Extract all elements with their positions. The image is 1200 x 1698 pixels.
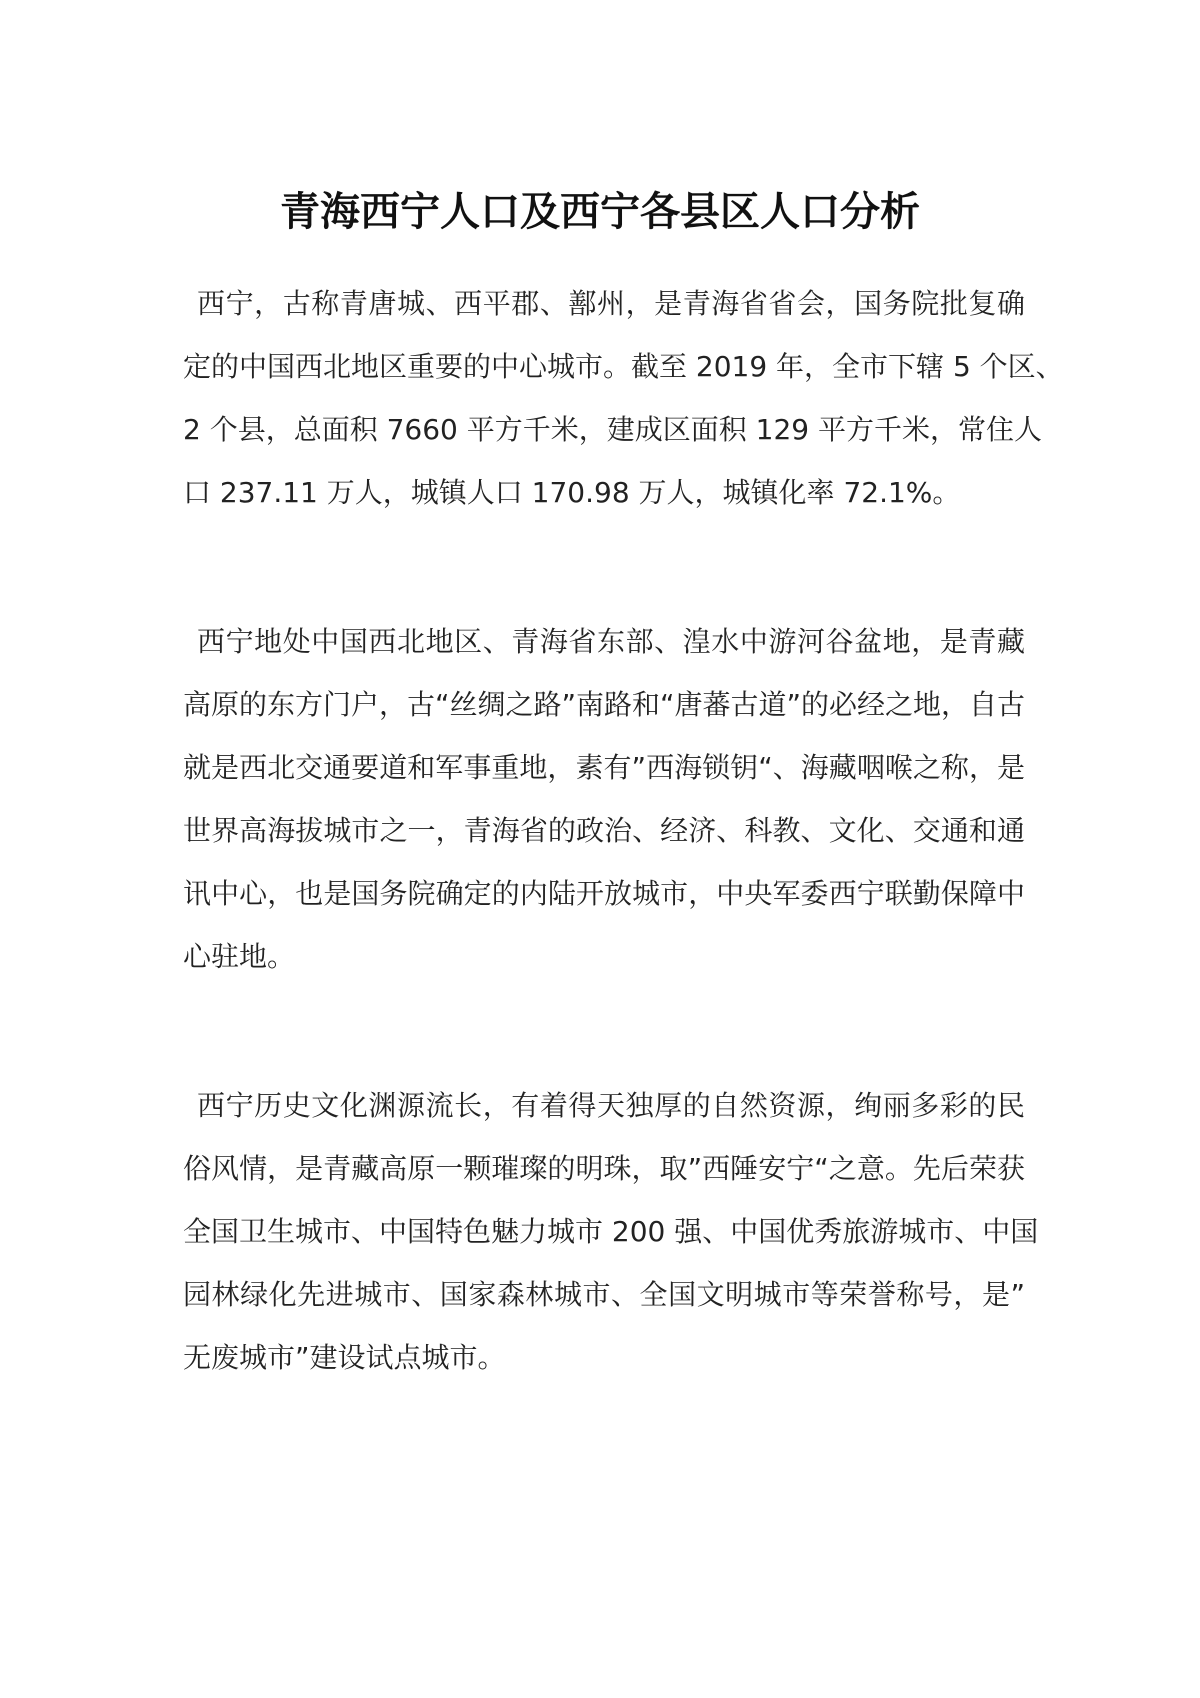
text-line: 讯中心，也是国务院确定的内陆开放城市，中央军委西宁联勤保障中 <box>183 877 1025 910</box>
text-line: 西宁历史文化渊源流长，有着得天独厚的自然资源，绚丽多彩的民 <box>197 1089 1025 1122</box>
text-line: 西宁地处中国西北地区、青海省东部、湟水中游河谷盆地，是青藏 <box>197 625 1025 658</box>
text-line: 口 237.11 万人，城镇人口 170.98 万人，城镇化率 72.1%。 <box>183 476 961 509</box>
paragraph-overview <box>183 272 1064 524</box>
text-line: 2 个县，总面积 7660 平方千米，建成区面积 129 平方千米，常住人 <box>183 413 1043 446</box>
text-line: 心驻地。 <box>183 940 296 973</box>
text-line: 无废城市”建设试点城市。 <box>183 1341 506 1374</box>
text-line: 就是西北交通要道和军事重地，素有”西海锁钥“、海藏咽喉之称，是 <box>183 751 1025 784</box>
document-title: 青海西宁人口及西宁各县区人口分析 <box>280 189 920 235</box>
paragraph-geography <box>183 610 1025 988</box>
text-line: 世界高海拔城市之一，青海省的政治、经济、科教、文化、交通和通 <box>183 814 1025 847</box>
text-line: 全国卫生城市、中国特色魅力城市 200 强、中国优秀旅游城市、中国 <box>183 1215 1039 1248</box>
text-line: 园林绿化先进城市、国家森林城市、全国文明城市等荣誉称号，是” <box>183 1278 1025 1311</box>
paragraph-history <box>183 1074 1039 1389</box>
text-line: 高原的东方门户，古“丝绸之路”南路和“唐蕃古道”的必经之地，自古 <box>183 688 1026 721</box>
text-line: 俗风情，是青藏高原一颗璀璨的明珠，取”西陲安宁“之意。先后荣获 <box>183 1152 1025 1185</box>
document-body <box>183 272 1064 1475</box>
text-line: 西宁，古称青唐城、西平郡、鄯州，是青海省省会，国务院批复确 <box>197 287 1025 320</box>
text-line: 定的中国西北地区重要的中心城市。截至 2019 年，全市下辖 5 个区、 <box>183 350 1064 383</box>
